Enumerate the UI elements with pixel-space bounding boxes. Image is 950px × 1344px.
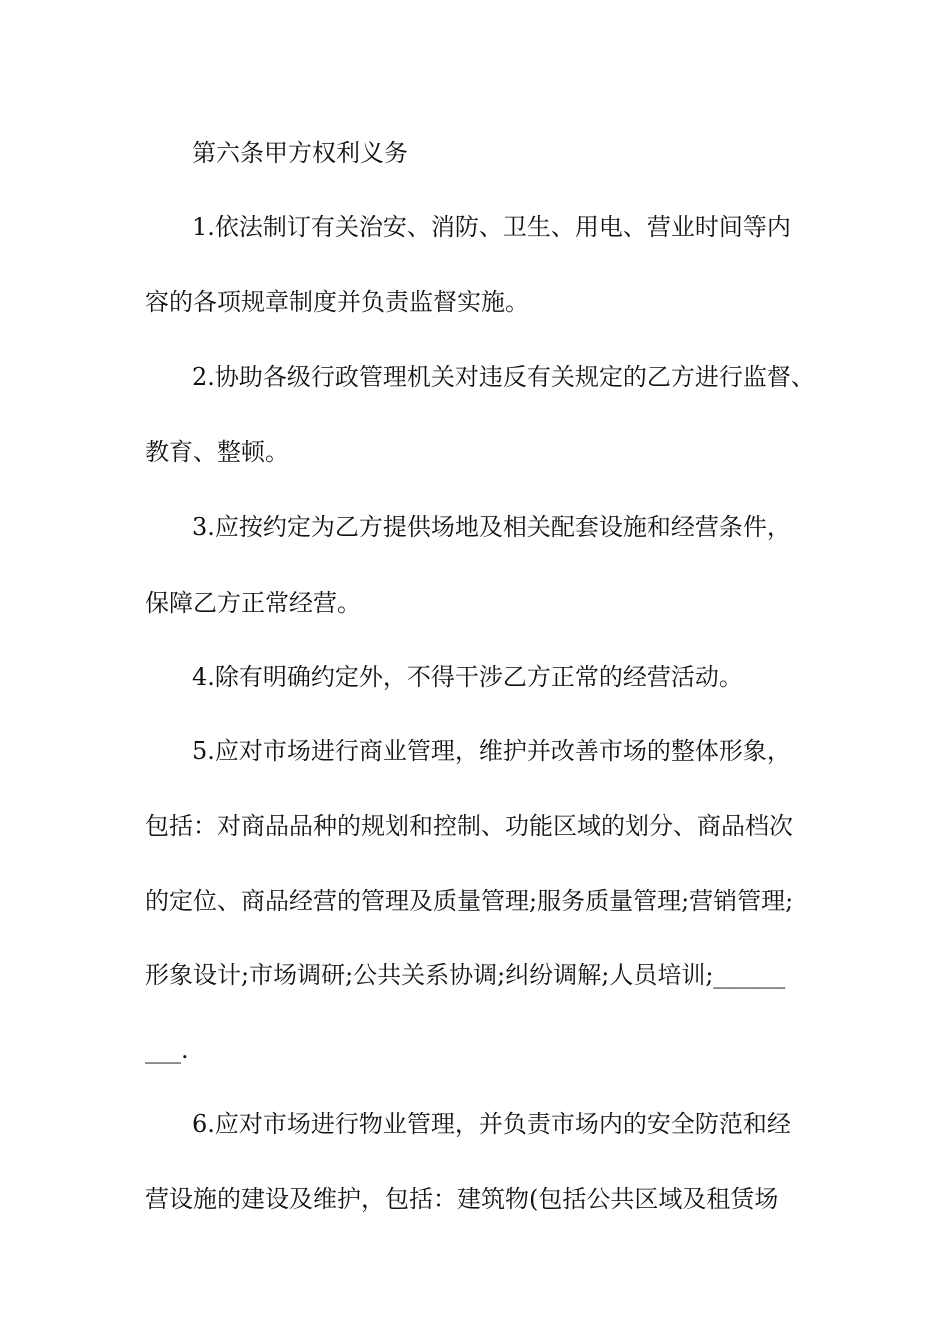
article-heading: 第六条甲方权利义务	[192, 139, 408, 167]
paragraph-line: 包括：对商品品种的规划和控制、功能区域的划分、商品档次	[145, 812, 793, 840]
paragraph-line: 6.应对市场进行物业管理，并负责市场内的安全防范和经	[192, 1110, 791, 1138]
paragraph-line: 教育、整顿。	[145, 438, 289, 466]
paragraph-line: 5.应对市场进行商业管理，维护并改善市场的整体形象，	[192, 737, 791, 765]
paragraph-line: ___.	[145, 1036, 189, 1064]
paragraph-line: 2.协助各级行政管理机关对违反有关规定的乙方进行监督、	[192, 363, 815, 391]
paragraph-line: 的定位、商品经营的管理及质量管理;服务质量管理;营销管理;	[145, 887, 794, 915]
paragraph-line: 4.除有明确约定外，不得干涉乙方正常的经营活动。	[192, 663, 743, 691]
paragraph-line: 营设施的建设及维护，包括：建筑物(包括公共区域及租赁场	[145, 1185, 779, 1213]
paragraph-line: 保障乙方正常经营。	[145, 589, 361, 617]
paragraph-line: 容的各项规章制度并负责监督实施。	[145, 288, 529, 316]
paragraph-line: 1.依法制订有关治安、消防、卫生、用电、营业时间等内	[192, 213, 791, 241]
paragraph-line: 3.应按约定为乙方提供场地及相关配套设施和经营条件，	[192, 513, 791, 541]
paragraph-line: 形象设计;市场调研;公共关系协调;纠纷调解;人员培训;______	[145, 961, 786, 989]
